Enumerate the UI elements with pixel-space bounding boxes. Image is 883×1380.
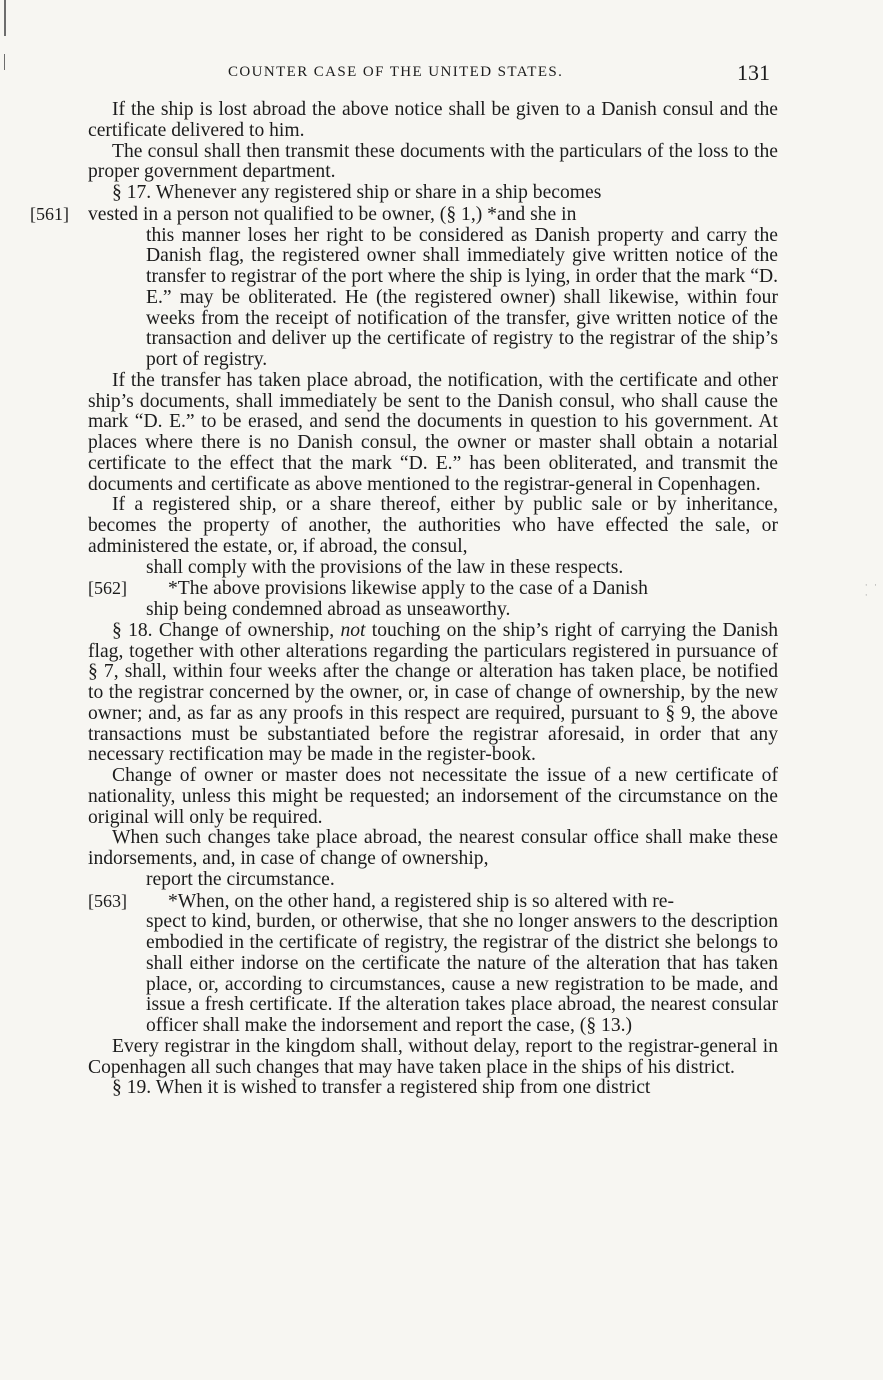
paragraph-line: report the circumstance. [146,868,335,890]
paragraph: spect to kind, burden, or otherwise, that she no longer answers to the description embodied in the certificate of registry, the registrar of the district she belongs to shall either indorse on the certificate the nature of the alteration that has taken place, or, according to circumstances, cause a new registration to be made, and issue a fresh certificate. If the alteration takes place abroad, the nearest consular officer shall make the indorsement and report the case, (§ 13.) [146,911,778,1036]
scan-edge-mark [4,0,6,36]
paragraph-line [88,578,778,600]
paragraph: Change of owner or master does not necessitate the issue of a new certificate of nationality, unless this might be requested; an indorsement of the circumstance on the original will only be required. [88,765,778,828]
paragraph: When such changes take place abroad, the nearest consular office shall make these indorsements, and, in case of change of ownership, [88,827,778,869]
paragraph: Every registrar in the kingdom shall, without delay, report to the registrar-general in Copenhagen all such changes that may have taken place in the ships of his district. [88,1035,778,1078]
paragraph-line-text: *The above provisions likewise apply to the case of a Danish [168,578,648,600]
emphasis-text: not [340,619,366,641]
scan-speckles: · · · [864,580,879,600]
margin-reference: [563] [88,890,127,911]
scan-edge-mark [4,54,5,70]
page-number: 131 [737,60,770,85]
paragraph-text: touching on the ship’s right of carrying the Danish flag, together with other alterations regarding the particulars registered in pursuance of § 7, shall, within four weeks after the change or alteration has taken place, be notified to the registrar concerned by the owner, or, in case of change of ownership, by the new owner; and, as far as any proofs in this respect are required, pursuant to § 9, the above transactions must be substantiated before the registrar aforesaid, in order that any necessary rectification may be made in the register-book. [88,619,778,766]
paragraph-line-text: vested in a person not qualified to be owner, (§ 1,) *and she in [88,203,577,225]
paragraph-line-text: *When, on the other hand, a registered ship is so altered with re- [168,890,675,912]
paragraph: The consul shall then transmit these documents with the particulars of the loss to the proper government department. [88,140,778,183]
paragraph: If the ship is lost abroad the above notice shall be given to a Danish consul and the certificate delivered to him. [88,99,778,141]
body-text [30,99,778,1099]
paragraph-line: ship being condemned abroad as unseaworthy. [146,599,511,620]
paragraph-line [30,203,778,226]
paragraph: this manner loses her right to be considered as Danish property and carry the Danish flag, the registered owner shall immediately give written notice of the transfer to registrar of the port where the ship is lying, in order that the mark “D. E.” may be obliterated. He (the registered owner) shall likewise, within four weeks from the receipt of notification of the transfer, give written notice of the transaction and deliver up the certificate of registry to the registrar of the ship’s port of registry. [146,224,778,370]
paragraph: § 19. When it is wished to transfer a registered ship from one district [112,1077,651,1099]
margin-reference: [562] [88,578,127,599]
paragraph: If the transfer has taken place abroad, the notification, with the certificate and other ship’s documents, shall immediately be sent to the Danish consul, who shall cause the mark “D. E.” to be erased, and send the documents in question to his government. At places where there is no Danish consul, the owner or master shall obtain a notarial certificate to the effect that the mark “D. E.” has been obliterated, and transmit the documents and certificate as above mentioned to the registrar-general in Copenhagen. [88,369,778,495]
margin-reference: [561] [30,203,69,224]
section-heading: § 18. Change of ownership, [112,619,335,641]
paragraph: § 17. Whenever any registered ship or share in a ship becomes [112,182,602,203]
paragraph: If a registered ship, or a share thereof, either by public sale or by inheritance, becomes the property of another, the authorities who have effected the sale, or administered the estate, or, if abroad, the consul, [88,494,778,557]
running-head: COUNTER CASE OF THE UNITED STATES. [228,64,564,80]
paragraph-line [88,891,778,913]
paragraph-line: shall comply with the provisions of the law in these respects. [146,556,624,578]
paragraph [88,621,778,766]
